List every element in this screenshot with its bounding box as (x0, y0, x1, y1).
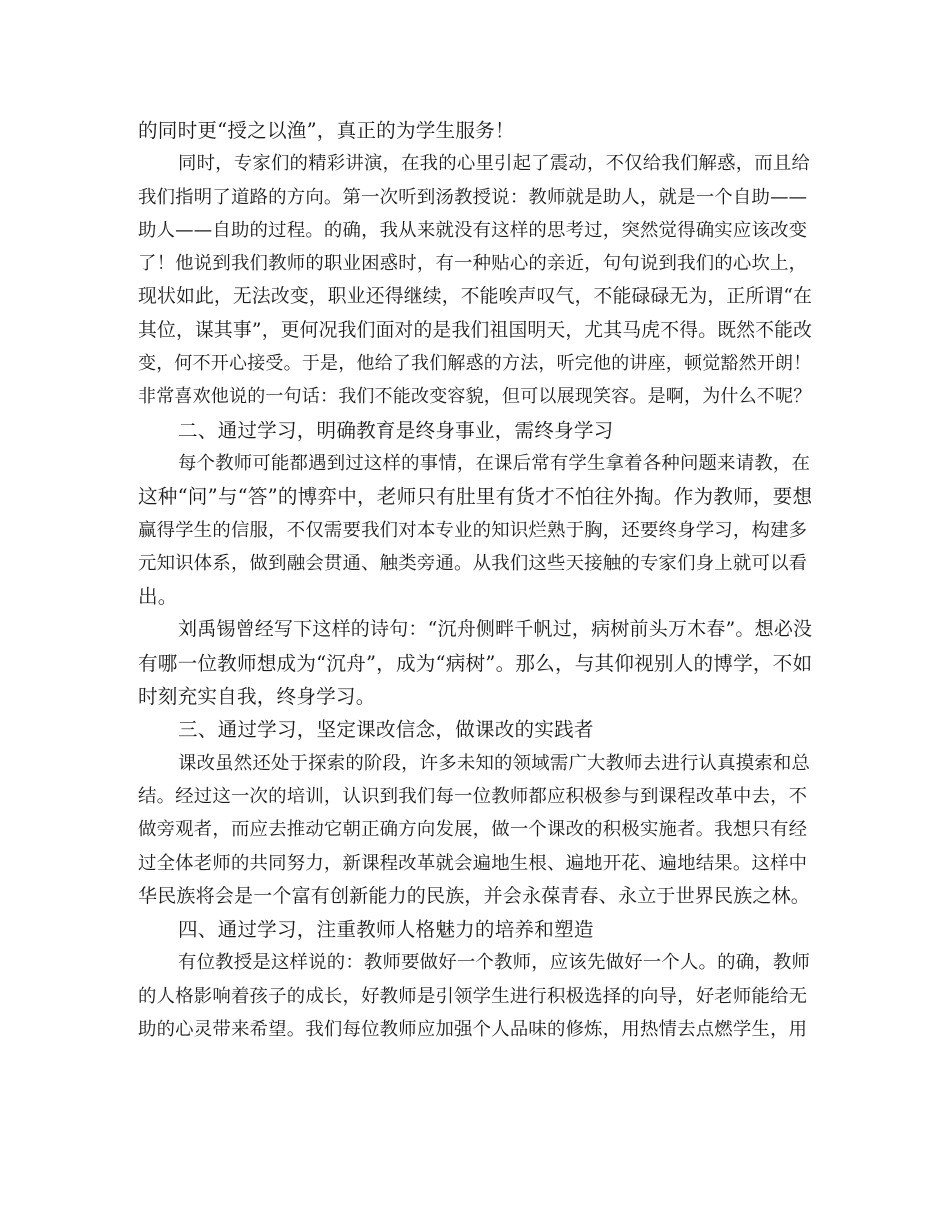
text-line: 出。 (138, 585, 178, 609)
text-line: 课改虽然还处于探索的阶段，许多未知的领域需广大教师去进行认真摸索和总 (178, 752, 811, 774)
text-line: 元知识体系，做到融会贯通、触类旁通。从我们这些天接触的专家们身上就可以看 (138, 552, 808, 574)
text-line: 助人——自助的过程。的确，我从来就没有这样的思考过，突然觉得确实应该改变 (138, 219, 808, 241)
text-line: 同时，专家们的精彩讲演，在我的心里引起了震动，不仅给我们解惑，而且给 (178, 153, 811, 175)
text-line: 每个教师可能都遇到过这样的事情，在课后常有学生拿着各种问题来请教，在 (178, 452, 811, 474)
text-line: 的人格影响着孩子的成长，好教师是引领学生进行积极选择的向导，好老师能给无 (138, 985, 808, 1007)
text-line: 华民族将会是一个富有创新能力的民族，并会永葆青春、永立于世界民族之林。 (138, 884, 811, 907)
text-line: 了！他说到我们教师的职业困惑时，有一种贴心的亲近，句句说到我们的心坎上， (138, 253, 808, 275)
text-line: 做旁观者，而应去推动它朝正确方向发展，做一个课改的积极实施者。我想只有经 (138, 819, 808, 841)
text-line: 二、通过学习，明确教育是终身事业，需终身学习 (178, 418, 614, 442)
text-line: 结。经过这一次的培训，认识到我们每一位教师都应积极参与到课程改革中去，不 (138, 785, 808, 807)
text-line: 四、通过学习，注重教师人格魅力的培养和塑造 (178, 918, 594, 942)
text-line: 刘禹锡曾经写下这样的诗句：“沉舟侧畔千帆过，病树前头万木春”。想必没 (178, 618, 813, 641)
document-body (138, 114, 814, 1046)
text-line: 我们指明了道路的方向。第一次听到汤教授说：教师就是助人，就是一个自助—— (138, 186, 808, 208)
text-line: 过全体老师的共同努力，新课程改革就会遍地生根、遍地开花、遍地结果。这样中 (138, 852, 808, 874)
text-line: 非常喜欢他说的一句话：我们不能改变容貌，但可以展现笑容。是啊，为什么不呢？ (138, 386, 812, 408)
text-line: 有哪一位教师想成为“沉舟”，成为“病树”。那么，与其仰视别人的博学，不如 (138, 651, 813, 675)
text-line: 这种“问”与“答”的博弈中，老师只有肚里有货才不怕往外掏。作为教师，要想 (138, 485, 813, 509)
text-line: 助的心灵带来希望。我们每位教师应加强个人品味的修炼，用热情去点燃学生，用 (138, 1019, 808, 1041)
text-line: 三、通过学习，坚定课改信念，做课改的实践者 (178, 718, 594, 742)
text-line: 时刻充实自我，终身学习。 (138, 685, 376, 709)
text-line: 现状如此，无法改变，职业还得继续，不能唉声叹气，不能碌碌无为，正所谓“在 (138, 286, 813, 308)
text-line: 有位教授是这样说的：教师要做好一个教师，应该先做好一个人。的确，教师 (178, 952, 811, 974)
text-line: 赢得学生的信服，不仅需要我们对本专业的知识烂熟于胸，还要终身学习，构建多 (138, 519, 808, 541)
text-line: 变，何不开心接受。于是，他给了我们解惑的方法，听完他的讲座，顿觉豁然开朗！ (138, 353, 812, 375)
text-line: 其位，谋其事”，更何况我们面对的是我们祖国明天，尤其马虎不得。既然不能改 (138, 319, 813, 341)
text-line: 的同时更“授之以渔”，真正的为学生服务！ (138, 119, 515, 142)
